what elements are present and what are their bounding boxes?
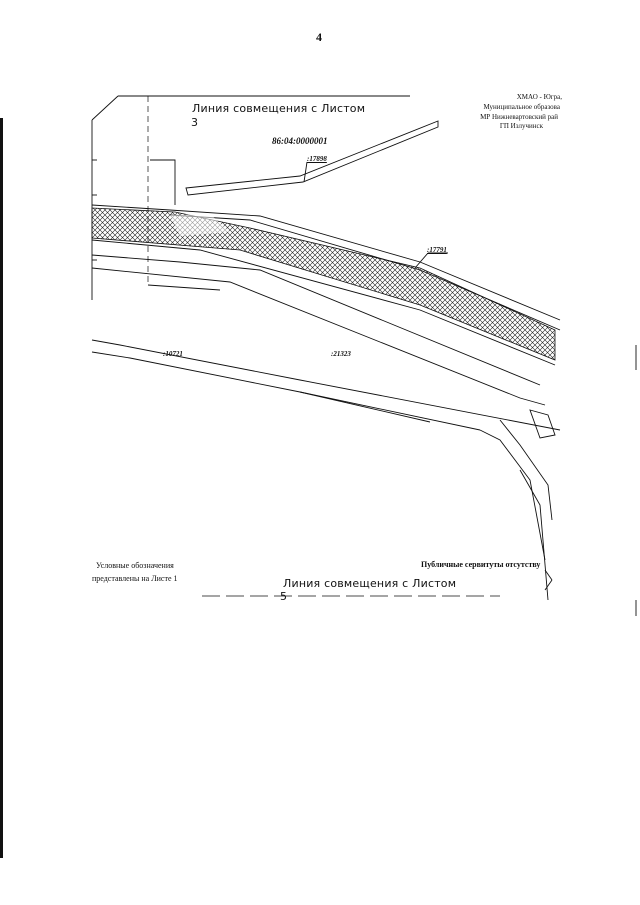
- parcel-label-10721: :10721: [163, 350, 183, 358]
- parcel-label-17791: :17791: [427, 246, 447, 254]
- legend-note-line-2: представлены на Листе 1: [92, 574, 178, 583]
- frame-left-diagonal: [92, 96, 118, 120]
- page-number: 4: [316, 30, 322, 44]
- match-line-top-sheet: 3: [191, 116, 199, 129]
- match-line-bottom-sheet: 5: [280, 590, 288, 603]
- admin-text-district: МР Нижневартовский рай: [480, 113, 558, 121]
- match-line-bottom-label: Линия совмещения с Листом: [283, 577, 457, 590]
- admin-text-region: ХМАО - Югра,: [516, 93, 562, 101]
- match-line-top-label: Линия совмещения с Листом: [192, 102, 366, 115]
- parcel-label-21323: :21323: [331, 350, 351, 358]
- servitude-note: Публичные сервитуты отсутству: [421, 560, 541, 569]
- cadastral-quarter-number: 86:04:0000001: [272, 136, 328, 146]
- admin-text-settlement: ГП Излучинск: [499, 122, 543, 130]
- legend-note-line-1: Условные обозначения: [96, 561, 174, 570]
- parcel-label-17898: :17898: [307, 155, 327, 163]
- admin-text-municipality: Муниципальное образова: [483, 103, 560, 111]
